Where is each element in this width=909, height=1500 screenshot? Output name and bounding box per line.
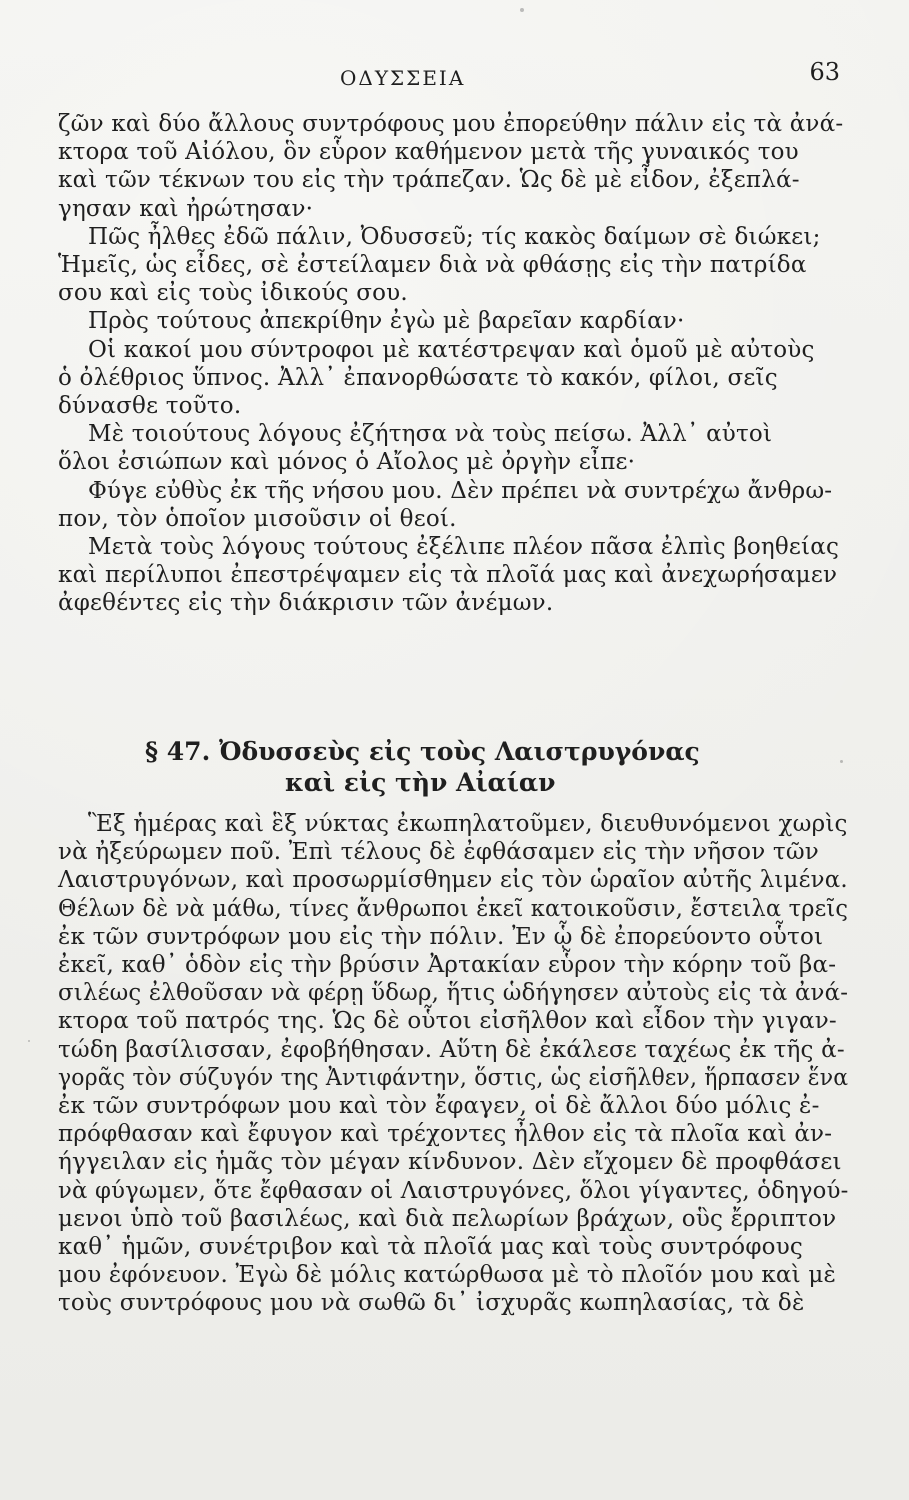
- page-header: [70, 58, 840, 98]
- text-line: μενοι ὑπὸ τοῦ βασιλέως, καὶ διὰ πελωρίων βράχων, οὓς ἔρριπτον: [58, 1205, 837, 1232]
- text-line: ζῶν καὶ δύο ἄλλους συντρόφους μου ἐπορεύθην πάλιν εἰς τὰ ἀνά-: [58, 111, 844, 137]
- text-line: Οἱ κακοί μου σύντροφοι μὲ κατέστρεψαν καὶ ὁμοῦ μὲ αὐτοὺς: [88, 336, 815, 363]
- paper-speck: [840, 760, 843, 763]
- text-line: κτορα τοῦ πατρός της. Ὡς δὲ οὗτοι εἰσῆλθον καὶ εἶδον τὴν γιγαν-: [58, 1008, 837, 1035]
- text-line: Μετὰ τοὺς λόγους τούτους ἐξέλιπε πλέον πᾶσα ἐλπὶς βοηθείας: [88, 534, 840, 561]
- text-line: κτορα τοῦ Αἰόλου, ὃν εὗρον καθήμενον μετὰ τῆς γυναικός του: [58, 139, 799, 166]
- text-line: πον, τὸν ὁποῖον μισοῦσιν οἱ θεοί.: [58, 505, 457, 532]
- bottom-text-block: [58, 810, 848, 1318]
- text-line: Φύγε εὐθὺς ἐκ τῆς νήσου μου. Δὲν πρέπει νὰ συντρέχω ἄνθρω-: [88, 477, 833, 504]
- text-line: ήγγειλαν εἰς ἡμᾶς τὸν μέγαν κίνδυνον. Δὲν εἴχομεν δὲ προφθάσει: [58, 1149, 842, 1176]
- text-line: μου ἐφόνευον. Ἐγὼ δὲ μόλις κατώρθωσα μὲ τὸ πλοῖόν μου καὶ μὲ: [58, 1262, 837, 1289]
- text-line: Ἡμεῖς, ὡς εἶδες, σὲ ἐστείλαμεν διὰ νὰ φθάσῃς εἰς τὴν πατρίδα: [58, 252, 807, 279]
- text-line: ἐκεῖ, καθ᾽ ὁδὸν εἰς τὴν βρύσιν Ἀρτακίαν εὗρον τὴν κόρην τοῦ βα-: [58, 952, 837, 979]
- section-heading-line2: καὶ εἰς τὴν Αἰαίαν: [285, 768, 556, 797]
- text-line: τοὺς συντρόφους μου νὰ σωθῶ δι᾽ ἰσχυρᾶς κωπηλασίας, τὰ δὲ: [58, 1290, 805, 1317]
- paper-speck: [28, 1040, 30, 1042]
- text-line: ὁ ὀλέθριος ὕπνος. Ἀλλ᾽ ἐπανορθώσατε τὸ κακόν, φίλοι, σεῖς: [58, 364, 778, 391]
- text-line: νὰ ἠξεύρωμεν ποῦ. Ἐπὶ τέλους δὲ ἐφθάσαμεν εἰς τὴν νῆσον τῶν: [58, 839, 819, 866]
- text-line: σιλέως ἐλθοῦσαν νὰ φέρῃ ὕδωρ, ἥτις ὡδήγησεν αὐτοὺς εἰς τὰ ἀνά-: [58, 980, 849, 1007]
- text-line: Πρὸς τούτους ἀπεκρίθην ἐγὼ μὲ βαρεῖαν καρδίαν·: [88, 308, 685, 335]
- text-line: ἀφεθέντες εἰς τὴν διάκρισιν τῶν ἀνέμων.: [58, 590, 554, 617]
- text-line: ἐκ τῶν συντρόφων μου καὶ τὸν ἔφαγεν, οἱ δὲ ἄλλοι δύο μόλις ἐ-: [58, 1093, 820, 1120]
- text-line: γορᾶς τὸν σύζυγόν της Ἀντιφάντην, ὅστις, ὡς εἰσῆλθεν, ἥρπασεν ἕνα: [58, 1064, 849, 1091]
- text-line: Θέλων δὲ νὰ μάθω, τίνες ἄνθρωποι ἐκεῖ κατοικοῦσιν, ἔστειλα τρεῖς: [58, 895, 849, 922]
- paper-speck: [520, 8, 524, 12]
- text-line: τώδη βασίλισσαν, ἐφοβήθησαν. Αὕτη δὲ ἐκάλεσε ταχέως ἐκ τῆς ἀ-: [58, 1036, 845, 1063]
- text-line: ὅλοι ἐσιώπων καὶ μόνος ὁ Αἴολος μὲ ὀργὴν εἶπε·: [58, 449, 636, 476]
- text-line: Ἓξ ἡμέρας καὶ ἓξ νύκτας ἐκωπηλατοῦμεν, διευθυνόμενοι χωρὶς: [88, 811, 848, 837]
- page-number: 63: [809, 58, 840, 86]
- text-line: νὰ φύγωμεν, ὅτε ἔφθασαν οἱ Λαιστρυγόνες, ὅλοι γίγαντες, ὁδηγού-: [58, 1177, 849, 1204]
- text-line: γησαν καὶ ἠρώτησαν·: [58, 195, 314, 222]
- text-line: δύνασθε τοῦτο.: [58, 393, 242, 420]
- running-title: ΟΔΥΣΣΕΙΑ: [340, 66, 466, 90]
- text-line: Μὲ τοιούτους λόγους ἐζήτησα νὰ τοὺς πείσω. Ἀλλ᾽ αὐτοὶ: [88, 421, 773, 448]
- text-line: Πῶς ἦλθες ἐδῶ πάλιν, Ὀδυσσεῦ; τίς κακὸς δαίμων σὲ διώκει;: [88, 223, 821, 250]
- top-text-block: [58, 110, 848, 618]
- text-line: καὶ περίλυποι ἐπεστρέψαμεν εἰς τὰ πλοῖά μας καὶ ἀνεχωρήσαμεν: [58, 562, 838, 589]
- text-line: πρόφθασαν καὶ ἔφυγον καὶ τρέχοντες ἦλθον εἰς τὰ πλοῖα καὶ ἀν-: [58, 1121, 833, 1148]
- text-line: Λαιστρυγόνων, καὶ προσωρμίσθημεν εἰς τὸν ὡραῖον αὐτῆς λιμένα.: [58, 867, 848, 894]
- text-line: σου καὶ εἰς τοὺς ἰδικούς σου.: [58, 280, 408, 307]
- text-line: ἐκ τῶν συντρόφων μου εἰς τὴν πόλιν. Ἐν ᾧ δὲ ἐπορεύοντο οὗτοι: [58, 923, 824, 950]
- section-heading: [145, 736, 795, 798]
- text-line: καθ᾽ ἡμῶν, συνέτριβον καὶ τὰ πλοῖά μας καὶ τοὺς συντρόφους: [58, 1234, 803, 1261]
- text-line: καὶ τῶν τέκνων του εἰς τὴν τράπεζαν. Ὡς δὲ μὲ εἶδον, ἐξεπλά-: [58, 167, 800, 194]
- section-heading-line1: § 47. Ὀδυσσεὺς εἰς τοὺς Λαιστρυγόνας: [145, 737, 700, 766]
